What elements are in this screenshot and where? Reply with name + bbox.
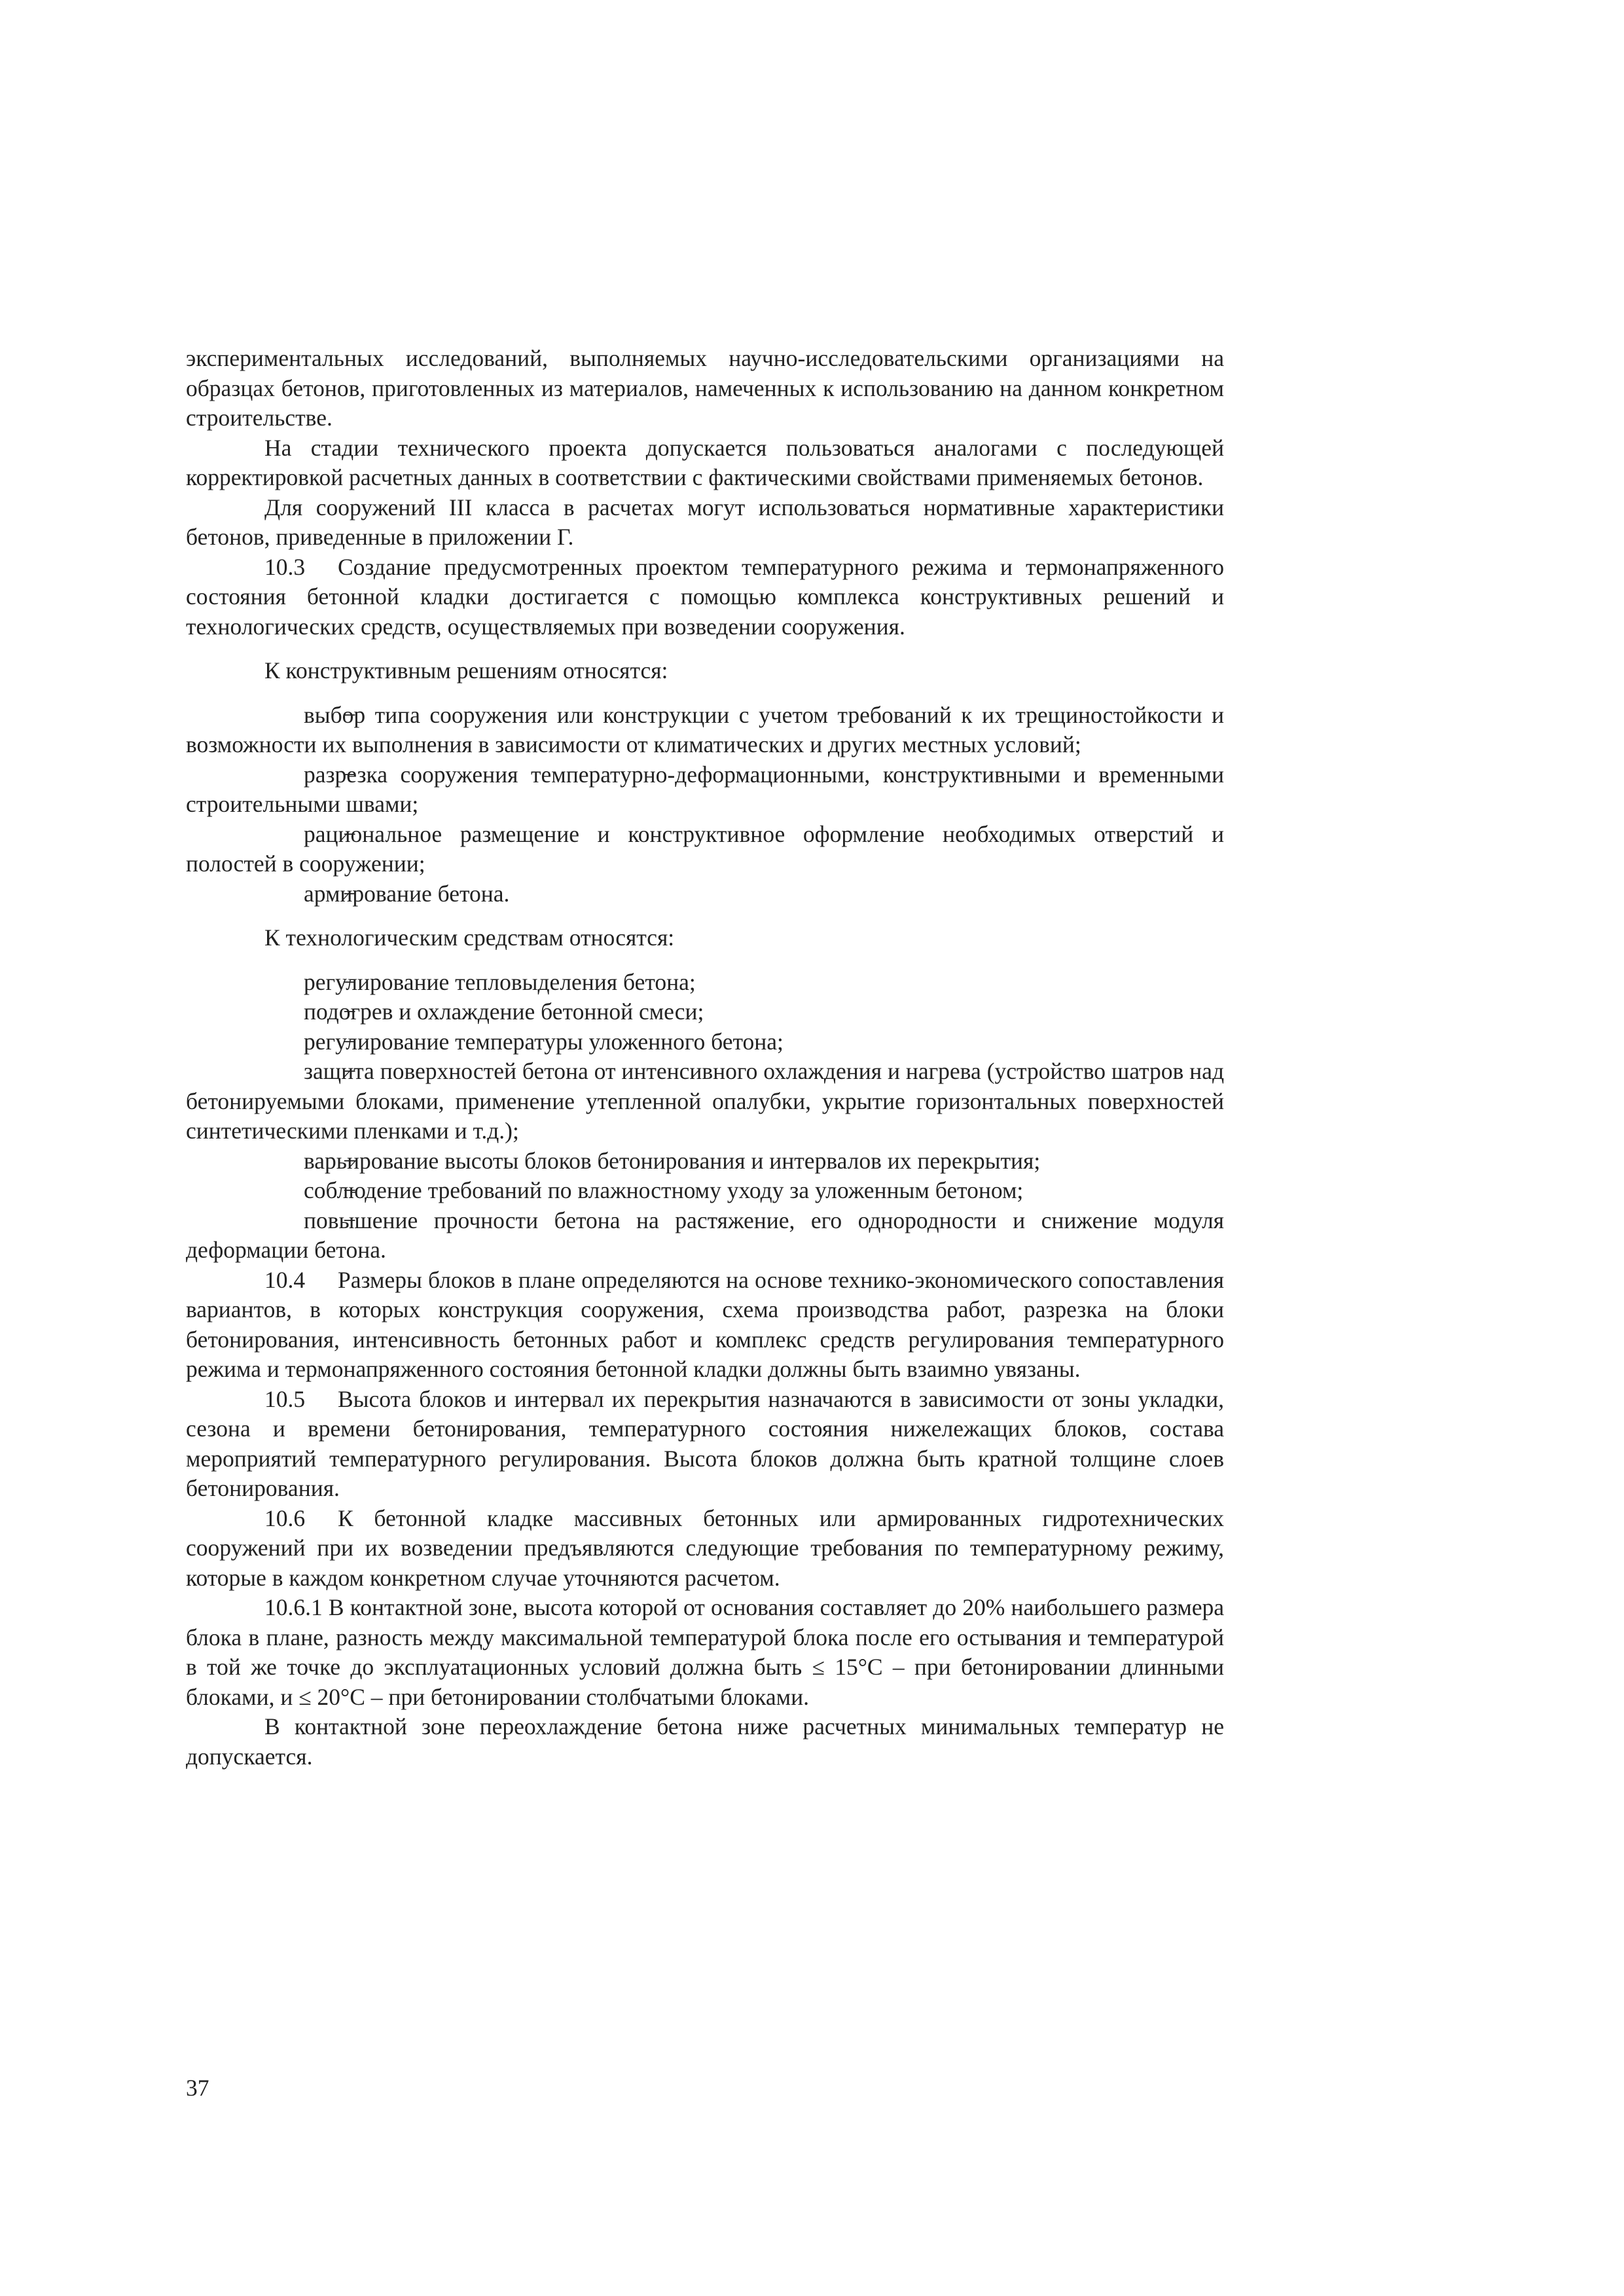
clause-number: 10.4 <box>264 1266 306 1293</box>
clause-10-6 <box>186 1504 1224 1594</box>
clause-number: 10.5 <box>264 1385 306 1412</box>
clause-10-6-1: 10.6.1 В контактной зоне, высота которой от основания составляет до 20% наибольшего размера блока в плане, разность между максимальной температурой блока после его остывания и температурой в той же точке до эксплуатационных условий должна быть ≤ 15°С – при бетонировании длинными блоками, и ≤ 20°С – при бетонировании столбчатыми блоками. <box>186 1594 1224 1710</box>
clause-text: Высота блоков и интервал их перекрытия назначаются в зависимости от зоны укладки, сезона и времени бетонирования, температурного состояния нижележащих блоков, состава мероприятий температурного регулирования. Высота блоков должна быть кратной толщине слоев бетонирования. <box>186 1385 1224 1501</box>
clause-text: Создание предусмотренных проектом температурного режима и термонапряженного состояния бетонной кладки достигается с помощью комплекса конструктивных решений и технологических средств, осуществляемых при возведении сооружения. <box>186 553 1224 640</box>
list-item: − соблюдение требований по влажностному уходу за уложенным бетоном; <box>186 1176 1224 1206</box>
list-item: − повышение прочности бетона на растяжение, его однородности и снижение модуля деформации бетона. <box>186 1206 1224 1266</box>
page-body <box>186 344 1224 1772</box>
paragraph-continuation: экспериментальных исследований, выполняемых научно-исследовательскими организациями на образцах бетонов, приготовленных из материалов, намеченных к использованию на данном конкретном строительстве. <box>186 345 1224 431</box>
list-item: − варьирование высоты блоков бетонирования и интервалов их перекрытия; <box>186 1146 1224 1176</box>
clause-10-5 <box>186 1385 1224 1504</box>
list-item: − армирование бетона. <box>186 879 1224 909</box>
clause-number: 10.3 <box>264 553 306 580</box>
list-item: − подогрев и охлаждение бетонной смеси; <box>186 997 1224 1027</box>
clause-text: К бетонной кладке массивных бетонных или армированных гидротехнических сооружений при их возведении предъявляются следующие требования по температурному режиму, которые в каждом конкретном случае уточняются расчетом. <box>186 1504 1224 1591</box>
clause-10-4 <box>186 1266 1224 1385</box>
paragraph-analogues: На стадии технического проекта допускается пользоваться аналогами с последующей корректировкой расчетных данных в соответствии с фактическими свойствами применяемых бетонов. <box>186 434 1224 490</box>
clause-10-3 <box>186 553 1224 642</box>
list-item: − регулирование температуры уложенного бетона; <box>186 1027 1224 1057</box>
paragraph-contact-zone: В контактной зоне переохлаждение бетона ниже расчетных минимальных температур не допускается. <box>186 1713 1224 1770</box>
page-number: 37 <box>186 2075 209 2101</box>
clause-number: 10.6 <box>264 1504 306 1531</box>
list-item: − рациональное размещение и конструктивное оформление необходимых отверстий и полостей в сооружении; <box>186 820 1224 879</box>
heading-technological-means: К технологическим средствам относятся: <box>264 924 675 951</box>
list-item: − выбор типа сооружения или конструкции с учетом требований к их трещиностойкости и возможности их выполнения в зависимости от климатических и других местных условий; <box>186 701 1224 760</box>
heading-constructive-solutions: К конструктивным решениям относятся: <box>264 657 668 683</box>
list-item: − разрезка сооружения температурно-деформационными, конструктивными и временными строительными швами; <box>186 760 1224 820</box>
clause-text: Размеры блоков в плане определяются на основе технико-экономического сопоставления вариантов, в которых конструкция сооружения, схема производства работ, разрезка на блоки бетонирования, интенсивность бетонных работ и комплекс средств регулирования температурного режима и термонапряженного состояния бетонной кладки должны быть взаимно увязаны. <box>186 1266 1224 1382</box>
list-item: − защита поверхностей бетона от интенсивного охлаждения и нагрева (устройство шатров над бетонируемыми блоками, применение утепленной опалубки, укрытие горизонтальных поверхностей синтетическими пленками и т.д.); <box>186 1057 1224 1146</box>
paragraph-class-three: Для сооружений III класса в расчетах могут использоваться нормативные характеристики бетонов, приведенные в приложении Г. <box>186 494 1224 550</box>
list-item: − регулирование тепловыделения бетона; <box>186 968 1224 998</box>
